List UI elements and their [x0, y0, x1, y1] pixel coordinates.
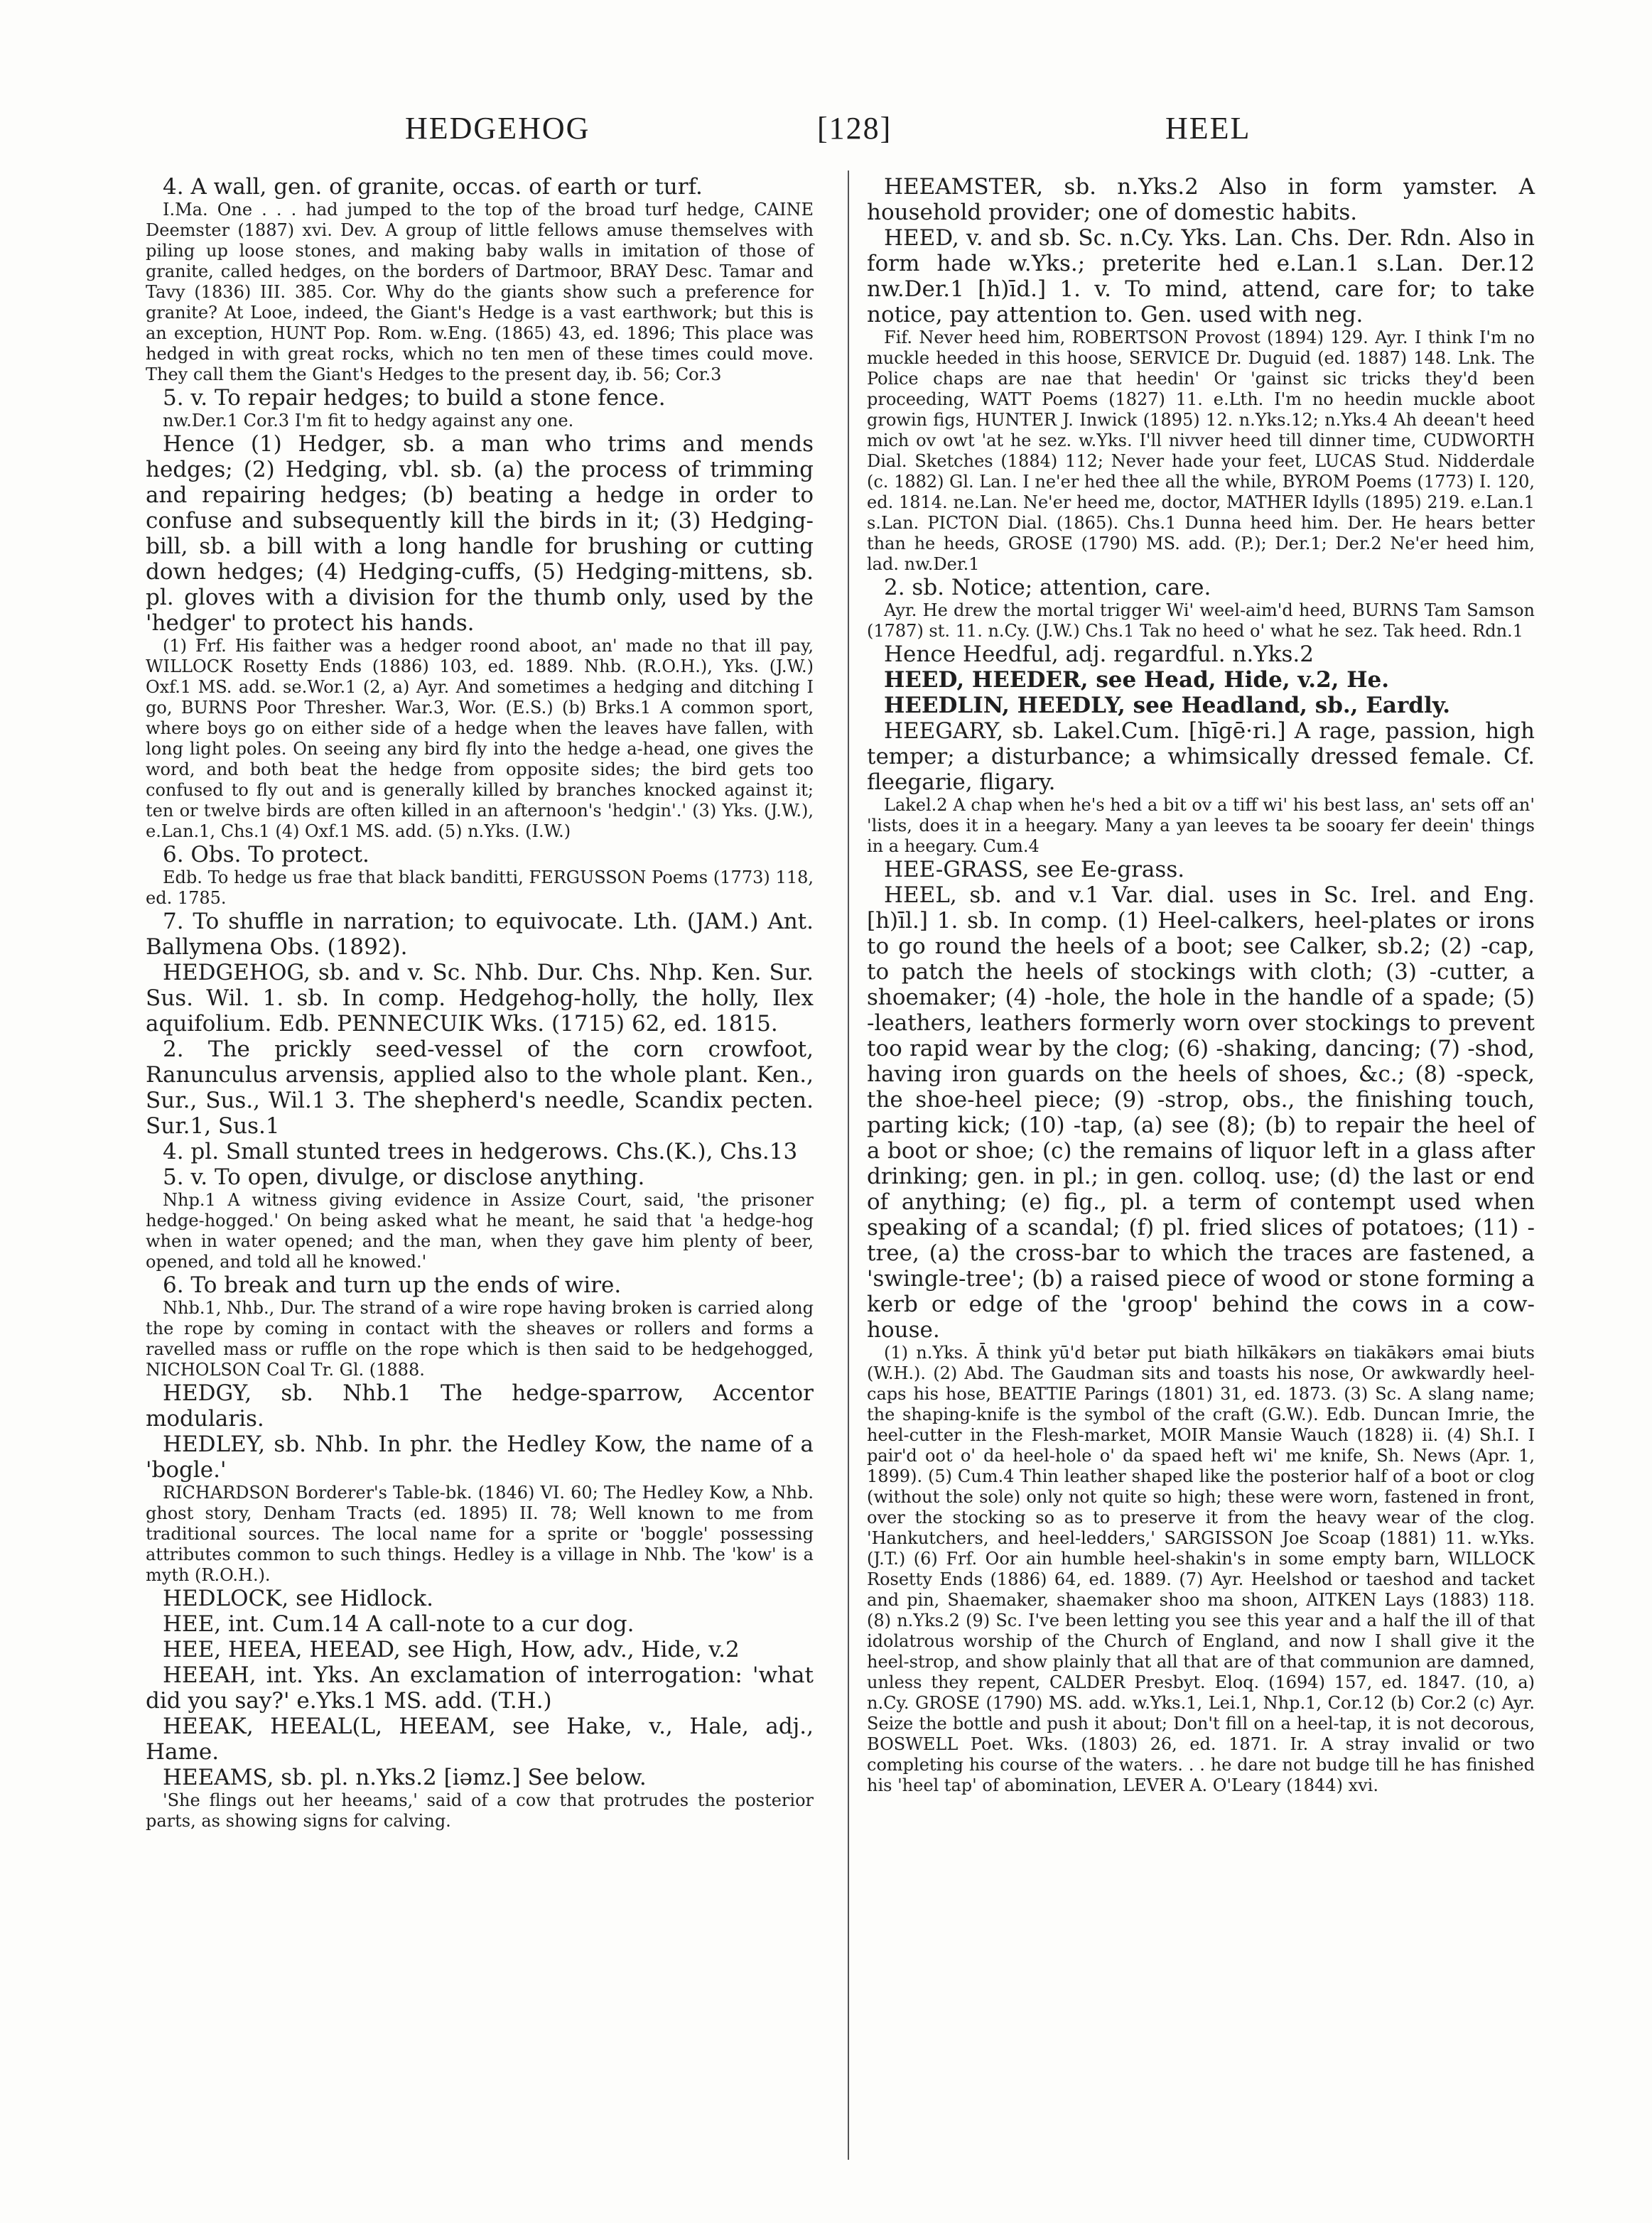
entry-paragraph: 'She flings out her heeams,' said of a cow that protrudes the posterior parts, as showing signs for calving.: [146, 1790, 814, 1831]
entry-paragraph: (1) Frf. His faither was a hedger roond aboot, an' made no that ill pay, WILLOCK Rosetty Ends (1886) 103, ed. 1889. Nhb. (R.O.H.), Yks. (J.W.) Oxf.1 MS. add. se.Wor.1 (2, a) Ayr. And sometimes a hedging and ditching I go, BURNS Poor Thresher. War.3, Wor. (E.S.) (b) Brks.1 A common sport, where boys go on either side of a hedge when the leaves have fallen, with long light poles. On seeing any bird fly into the hedge a-head, one gives the word, and both beat the hedge from opposite sides; the bird gets too confused to fly out and is generally killed by branches knocked against it; ten or twelve birds are often killed in an afternoon's 'hedgin'.' (3) Yks. (J.W.), e.Lan.1, Chs.1 (4) Oxf.1 MS. add. (5) n.Yks. (I.W.): [146, 636, 814, 841]
left-column: [146, 174, 814, 1832]
entry-paragraph: 4. pl. Small stunted trees in hedgerows. Chs.(K.), Chs.13: [163, 1139, 798, 1164]
running-head-left: HEDGEHOG: [405, 111, 590, 146]
entry-paragraph: Nhb.1, Nhb., Dur. The strand of a wire rope having broken is carried along the rope by coming in contact with the sheaves or rollers and forms a ravelled mass or ruffle on the rope which is then said to be hedgehogged, NICHOLSON Coal Tr. Gl. (1888.: [146, 1298, 814, 1380]
entry-paragraph: HEDLEY, sb. Nhb. In phr. the Hedley Kow, the name of a 'bogle.': [146, 1432, 814, 1483]
entry-paragraph: Hence Heedful, adj. regardful. n.Yks.2: [884, 642, 1314, 667]
entry-paragraph: HEE-GRASS, see Ee-grass.: [884, 857, 1185, 882]
entry-paragraph: (1) n.Yks. Ā think yū'd betər put biath hīlkākərs ən tiakākərs əmai biuts (W.H.). (2) Abd. The Gaudman sits and toasts his nose, Or awkwardly heel-caps his hose, BEATTIE Parings (1801) 31, ed. 1873. (3) Sc. A slang name; the shaping-knife is the symbol of the craft (G.W.). Edb. Duncan Imrie, the heel-cutter in the Flesh-market, MOIR Mansie Wauch (1828) ii. (4) Sh.I. I pair'd oot o' da heel-hole o' da spaed heft wi' me knife, Sh. News (Apr. 1, 1899). (5) Cum.4 Thin leather shaped like the posterior half of a boot or clog (without the sole) only not quite so high; these were worn, fastened in front, over the stocking so as to preserve it from the heavy wear of the clog. 'Hankutchers, and heel-ledders,' SARGISSON Joe Scoap (1881) 11. w.Yks. (J.T.) (6) Frf. Oor ain humble heel-shakin's in some empty barn, WILLOCK Rosetty Ends (1886) 64, ed. 1889. (7) Ayr. Heelshod or taeshod and tacket and pin, Shaemaker, shaemaker shoo ma shoon, AITKEN Lays (1883) 118. (8) n.Yks.2 (9) Sc. I've been letting you see this year and a half the ill of that idolatrous worship of the Church of England, and now I shall give it the heel-strop, and show plainly that all that are of that communion are damned, unless they repent, CALDER Presbyt. Eloq. (1694) 157, ed. 1847. (10, a) n.Cy. GROSE (1790) MS. add. w.Yks.1, Lei.1, Nhp.1, Cor.12 (b) Cor.2 (c) Ayr. Seize the bottle and push it about; Don't fill on a heel-tap, it is not decorous, BOSWELL Poet. Wks. (1803) 26, ed. 1871. Ir. A stray invalid or two completing his course of the waters. . . he dare not budge till he has finished his 'heel tap' of abomination, LEVER A. O'Leary (1844) xvi.: [867, 1343, 1535, 1795]
entry-paragraph: 6. To break and turn up the ends of wire.: [163, 1272, 622, 1298]
entry-paragraph: HEEAMSTER, sb. n.Yks.2 Also in form yamster. A household provider; one of domestic habits.: [867, 174, 1535, 225]
entry-paragraph: 7. To shuffle in narration; to equivocate. Lth. (JAM.) Ant. Ballymena Obs. (1892).: [146, 909, 814, 960]
entry-paragraph: Edb. To hedge us frae that black banditti, FERGUSSON Poems (1773) 118, ed. 1785.: [146, 867, 814, 908]
entry-paragraph: RICHARDSON Borderer's Table-bk. (1846) VI. 60; The Hedley Kow, a Nhb. ghost story, Denham Tracts (ed. 1895) II. 78; Well known to me from traditional sources. The local name for a sprite or 'boggle' possessing attributes common to such things. Hedley is a village in Nhb. The 'kow' is a myth (R.O.H.).: [146, 1483, 814, 1585]
entry-paragraph: 2. sb. Notice; attention, care.: [884, 575, 1211, 600]
entry-paragraph: Ayr. He drew the mortal trigger Wi' weel-aim'd heed, BURNS Tam Samson (1787) st. 11. n.Cy. (J.W.) Chs.1 Tak no heed o' what he sez. Tak heed. Rdn.1: [867, 600, 1535, 641]
entry-paragraph: I.Ma. One . . . had jumped to the top of the broad turf hedge, CAINE Deemster (1887) xvi. Dev. A group of little fellows amuse themselves with piling up loose stones, and making baby walls in imitation of those of granite, called hedges, on the borders of Dartmoor, BRAY Desc. Tamar and Tavy (1836) III. 385. Cor. Why do the giants show such a preference for granite? At Looe, indeed, the Giant's Hedge is a vast earthwork; but this is an exception, HUNT Pop. Rom. w.Eng. (1865) 43, ed. 1896; This place was hedged in with great rocks, which no ten men of these times could move. They call them the Giant's Hedges to the present day, ib. 56; Cor.3: [146, 200, 814, 384]
entry-paragraph: HEEAH, int. Yks. An exclamation of interrogation: 'what did you say?' e.Yks.1 MS. add. (T.H.): [146, 1662, 814, 1714]
entry-paragraph: HEE, int. Cum.14 A call-note to a cur dog.: [163, 1611, 635, 1637]
column-divider: [848, 171, 849, 2160]
entry-paragraph: HEEGARY, sb. Lakel.Cum. [hīgē·ri.] A rage, passion, high temper; a disturbance; a whimsically dressed female. Cf. fleegarie, fligary.: [867, 718, 1535, 795]
entry-paragraph: Nhp.1 A witness giving evidence in Assize Court, said, 'the prisoner hedge-hogged.' On being asked what he meant, he said that 'a hedge-hog when in water opened; and the man, when they gave him plenty of beer, opened, and told all he knowed.': [146, 1190, 814, 1272]
entry-paragraph: HEDLOCK, see Hidlock.: [163, 1586, 433, 1611]
right-column: [867, 174, 1535, 1796]
entry-paragraph: HEED, v. and sb. Sc. n.Cy. Yks. Lan. Chs. Der. Rdn. Also in form hade w.Yks.; preterite hed e.Lan.1 s.Lan. Der.12 nw.Der.1 [h)īd.] 1. v. To mind, attend, care for; to take notice, pay attention to. Gen. used with neg.: [867, 225, 1535, 328]
entry-paragraph: Lakel.2 A chap when he's hed a bit ov a tiff wi' his best lass, an' sets off an' 'lists, does it in a heegary. Many a yan leeves ta be sooary fer deein' things in a heegary. Cum.4: [867, 795, 1535, 856]
entry-paragraph: HEED, HEEDER, see Head, Hide, v.2, He.: [884, 667, 1390, 693]
entry-paragraph: HEE, HEEA, HEEAD, see High, How, adv., Hide, v.2: [163, 1637, 740, 1662]
entry-paragraph: HEEAMS, sb. pl. n.Yks.2 [iəmz.] See below.: [163, 1765, 647, 1790]
entry-paragraph: HEEAK, HEEAL(L, HEEAM, see Hake, v., Hale, adj., Hame.: [146, 1714, 814, 1765]
entry-paragraph: HEEDLIN, HEEDLY, see Headland, sb., Eardly.: [884, 693, 1451, 718]
entry-paragraph: 6. Obs. To protect.: [163, 842, 369, 867]
page-number: [128]: [817, 111, 892, 146]
entry-paragraph: HEDGY, sb. Nhb.1 The hedge-sparrow, Accentor modularis.: [146, 1380, 814, 1432]
entry-paragraph: 5. v. To repair hedges; to build a stone fence.: [163, 385, 666, 411]
entry-paragraph: HEDGEHOG, sb. and v. Sc. Nhb. Dur. Chs. Nhp. Ken. Sur. Sus. Wil. 1. sb. In comp. Hedgehog-holly, the holly, Ilex aquifolium. Edb. PENNECUIK Wks. (1715) 62, ed. 1815.: [146, 960, 814, 1037]
entry-paragraph: HEEL, sb. and v.1 Var. dial. uses in Sc. Irel. and Eng. [h)īl.] 1. sb. In comp. (1) Heel-calkers, heel-plates or irons to go round the heels of a boot; see Calker, sb.2; (2) -cap, to patch the heels of stockings with cloth; (3) -cutter, a shoemaker; (4) -hole, the hole in the handle of a spade; (5) -leathers, leathers formerly worn over stockings to prevent too rapid wear by the clog; (6) -shaking, dancing; (7) -shod, having iron guards on the heels of shoes, &c.; (8) -speck, the shoe-heel piece; (9) -strop, obs., the finishing touch, parting kick; (10) -tap, (a) see (8); (b) to repair the heel of a boot or shoe; (c) the remains of liquor left in a glass after drinking; gen. in pl.; in gen. colloq. use; (d) the last or end of anything; (e) fig., pl. a term of contempt used when speaking of a scandal; (f) pl. fried slices of potatoes; (11) -tree, (a) the cross-bar to which the traces are fastened, a 'swingle-tree'; (b) a raised piece of wood or stone forming a kerb or edge of the 'groop' behind the cows in a cow-house.: [867, 882, 1535, 1343]
running-head: [142, 110, 1510, 153]
running-head-right: HEEL: [1165, 111, 1251, 146]
entry-paragraph: nw.Der.1 Cor.3 I'm fit to hedgy against any one.: [163, 411, 574, 431]
entry-paragraph: 4. A wall, gen. of granite, occas. of earth or turf.: [163, 174, 703, 200]
entry-paragraph: 2. The prickly seed-vessel of the corn crowfoot, Ranunculus arvensis, applied also to the whole plant. Ken., Sur., Sus., Wil.1 3. The shepherd's needle, Scandix pecten. Sur.1, Sus.1: [146, 1037, 814, 1139]
entry-paragraph: Hence (1) Hedger, sb. a man who trims and mends hedges; (2) Hedging, vbl. sb. (a) the process of trimming and repairing hedges; (b) beating a hedge in order to confuse and subsequently kill the birds in it; (3) Hedging-bill, sb. a bill with a long handle for brushing or cutting down hedges; (4) Hedging-cuffs, (5) Hedging-mittens, sb. pl. gloves with a division for the thumb only, used by the 'hedger' to protect his hands.: [146, 431, 814, 636]
entry-paragraph: 5. v. To open, divulge, or disclose anything.: [163, 1164, 645, 1190]
entry-paragraph: Fif. Never heed him, ROBERTSON Provost (1894) 129. Ayr. I think I'm no muckle heeded in this hoose, SERVICE Dr. Duguid (ed. 1887) 148. Lnk. The Police chaps are nae that heedin' Or 'gainst sic tricks they'd been proceeding, WATT Poems (1827) 11. e.Lth. I'm no heedin muckle aboot growin figs, HUNTER J. Inwick (1895) 12. n.Yks.12; n.Yks.4 Ah deean't heed mich ov owt 'at he sez. w.Yks. I'll nivver heed till dinner time, CUDWORTH Dial. Sketches (1884) 112; Never hade your feet, LUCAS Stud. Nidderdale (c. 1882) Gl. Lan. I ne'er hed thee all the while, BYROM Poems (1773) I. 120, ed. 1814. ne.Lan. Ne'er heed me, doctor, MATHER Idylls (1895) 219. e.Lan.1 s.Lan. PICTON Dial. (1865). Chs.1 Dunna heed him. Der. He hears better than he heeds, GROSE (1790) MS. add. (P.); Der.1; Der.2 Ne'er heed him, lad. nw.Der.1: [867, 328, 1535, 574]
